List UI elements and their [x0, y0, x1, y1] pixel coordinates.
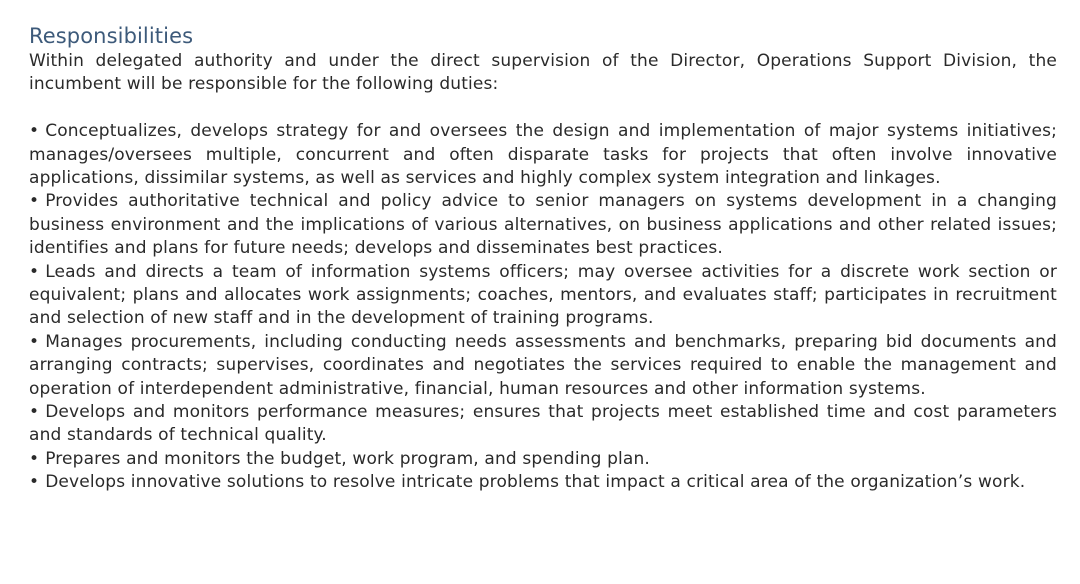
duty-item — [29, 120, 1057, 190]
duty-item — [29, 448, 1057, 471]
intro-paragraph: Within delegated authority and under the direct supervision of the Director, Operations Support Division, the incumbent will be responsible for the following duties: — [29, 51, 1057, 95]
duty-text: Provides authoritative technical and policy advice to senior managers on systems development in a changing business environment and the implications of various alternatives, on business applications and other related issues; identifies and plans for future needs; develops and disseminates best practices. — [29, 191, 1057, 259]
bullet-icon: • — [29, 191, 40, 212]
duty-item — [29, 471, 1057, 494]
bullet-icon: • — [29, 448, 40, 469]
section-heading: Responsibilities — [29, 24, 194, 48]
bullet-icon: • — [29, 261, 40, 282]
duty-item — [29, 331, 1057, 401]
bullet-icon: • — [29, 121, 40, 142]
duty-item — [29, 261, 1057, 331]
duty-text: Develops innovative solutions to resolve intricate problems that impact a critical area of the organization’s work. — [45, 472, 1026, 493]
paragraph-spacer — [29, 97, 1057, 120]
duty-item — [29, 401, 1057, 448]
bullet-icon: • — [29, 331, 40, 352]
responsibilities-section — [29, 22, 1057, 495]
duty-item — [29, 190, 1057, 260]
duty-text: Conceptualizes, develops strategy for and oversees the design and implementation of major systems initiatives; manages/oversees multiple, concurrent and often disparate tasks for projects that often involve innovative applications, dissimilar systems, as well as services and highly complex system integration and linkages. — [29, 121, 1057, 189]
duty-text: Manages procurements, including conducting needs assessments and benchmarks, preparing bid documents and arranging contracts; supervises, coordinates and negotiates the services required to enable the management and operation of interdependent administrative, financial, human resources and other information systems. — [29, 331, 1057, 399]
duty-text: Leads and directs a team of information systems officers; may oversee activities for a discrete work section or equivalent; plans and allocates work assignments; coaches, mentors, and evaluates staff; participates in recruitment and selection of new staff and in the development of training programs. — [29, 261, 1057, 329]
bullet-icon: • — [29, 402, 40, 423]
duties-list — [29, 120, 1057, 495]
duty-text: Develops and monitors performance measures; ensures that projects meet established time and cost parameters and standards of technical quality. — [29, 402, 1057, 446]
duty-text: Prepares and monitors the budget, work program, and spending plan. — [45, 448, 650, 469]
bullet-icon: • — [29, 472, 40, 493]
